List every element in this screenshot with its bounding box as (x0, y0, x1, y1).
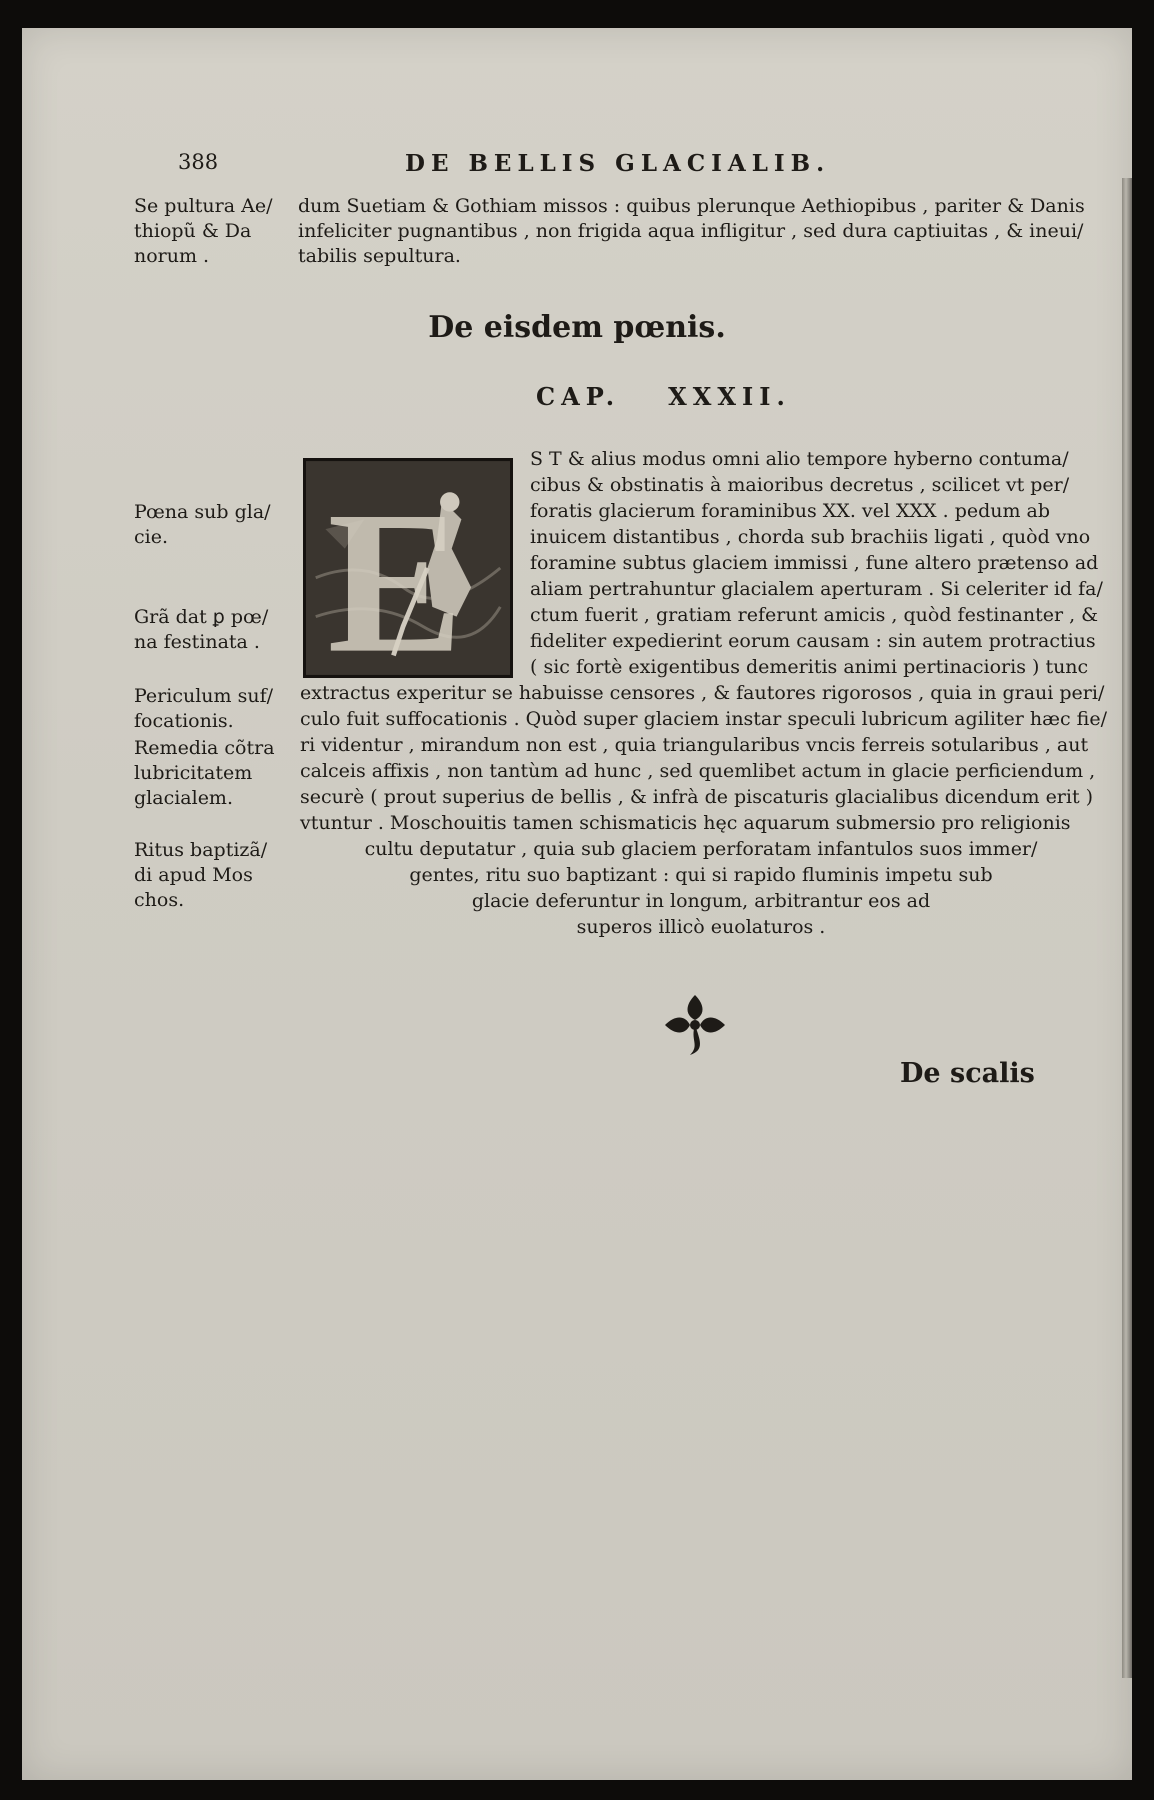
marginal-line: Remedia cõtra (134, 737, 275, 759)
marginal-note-poena (134, 500, 294, 550)
marginal-line: Pœna sub gla/ (134, 501, 271, 523)
text-line: calceis affixis , non tantùm ad hunc , sed quemlibet actum in glacie perficiendum , (300, 760, 1096, 782)
text-line: inuicem distantibus , chorda sub brachiis ligati , quòd vno (530, 526, 1091, 548)
marginal-line: norum . (134, 245, 210, 267)
cap-roman-numeral: XXXII. (668, 382, 791, 411)
chapter-number (536, 382, 791, 411)
text-line: culo fuit suffocationis . Quòd super glaciem instar speculi lubricum agiliter hæc fie/ (300, 708, 1107, 730)
marginal-note-ritus (134, 838, 294, 913)
page-header (0, 150, 1154, 180)
marginal-line: cie. (134, 526, 169, 548)
text-line: foratis glacierum foraminibus XX. vel XXX . pedum ab (530, 500, 1051, 522)
marginal-line: Grã dat ꝑ pœ/ (134, 606, 269, 628)
text-line: S T & alius modus omni alio tempore hyberno contuma/ (530, 448, 1069, 470)
chapter-title: De eisdem pœnis. (428, 310, 726, 345)
decorated-initial-e (303, 458, 513, 678)
text-line: glacie deferuntur in longum, arbitrantur eos ad (471, 890, 931, 912)
marginal-note-remedia (134, 736, 294, 811)
chapter-body-full (300, 680, 1107, 836)
text-line: vtuntur . Moschouitis tamen schismaticis hęc aquarum submersio pro religionis (300, 812, 1071, 834)
text-line: ( sic fortè exigentibus demeritis animi pertinacioris ) tunc (530, 656, 1089, 678)
running-title: DE BELLIS GLACIALIB. (405, 150, 831, 177)
intro-paragraph (298, 194, 1102, 269)
marginal-line: glacialem. (134, 787, 233, 809)
text-line: dum Suetiam & Gothiam missos : quibus plerunque Aethiopibus , pariter & Danis (298, 195, 1085, 217)
text-line: gentes, ritu suo baptizant : qui si rapido fluminis impetu sub (409, 864, 993, 886)
woodcut-initial-icon (306, 461, 510, 675)
text-line: cibus & obstinatis à maioribus decretus , scilicet vt per/ (530, 474, 1070, 496)
text-line: aliam pertrahuntur glacialem aperturam . Si celeriter id fa/ (530, 578, 1103, 600)
marginal-line: lubricitatem (134, 762, 253, 784)
chapter-body-indented (530, 446, 1102, 680)
marginal-note-sepultura (134, 194, 294, 269)
catchword: De scalis (900, 1058, 1035, 1089)
marginal-note-gratia (134, 605, 294, 655)
marginal-line: Ritus baptizã/ (134, 839, 268, 861)
page-number: 388 (178, 150, 219, 174)
marginal-line: di apud Mos (134, 864, 253, 886)
marginal-line: Periculum suf/ (134, 685, 274, 707)
text-line: foramine subtus glaciem immissi , fune altero prætenso ad (530, 552, 1099, 574)
text-line: ctum fuerit , gratiam referunt amicis , quòd festinanter , & (530, 604, 1099, 626)
text-line: infeliciter pugnantibus , non frigida aqua infligitur , sed dura captiuitas , & ineui/ (298, 220, 1084, 242)
marginal-line: chos. (134, 889, 185, 911)
text-line: tabilis sepultura. (298, 245, 461, 267)
cap-label: CAP. (536, 382, 621, 411)
text-line: extractus experitur se habuisse censores , & fautores rigorosos , quia in graui peri/ (300, 682, 1105, 704)
chapter-body-taper (300, 836, 1102, 940)
marginal-line: focationis. (134, 710, 234, 732)
text-line: securè ( prout superius de bellis , & infrà de piscaturis glacialibus dicendum erit ) (300, 786, 1094, 808)
marginal-line: Se pultura Ae/ (134, 195, 273, 217)
text-line: superos illicò euolaturos . (576, 916, 826, 938)
svg-text:E: E (327, 469, 464, 675)
fleuron-ornament-icon (660, 990, 730, 1060)
next-page-edge (1122, 178, 1132, 1678)
marginal-line: na festinata . (134, 631, 260, 653)
marginal-note-periculum (134, 684, 294, 734)
marginal-line: thiopũ & Da (134, 220, 252, 242)
text-line: fideliter expedierint eorum causam : sin autem protractius (530, 630, 1096, 652)
text-line: ri videntur , mirandum non est , quia triangularibus vncis ferreis sotularibus , aut (300, 734, 1089, 756)
text-line: cultu deputatur , quia sub glaciem perforatam infantulos suos immer/ (364, 838, 1038, 860)
